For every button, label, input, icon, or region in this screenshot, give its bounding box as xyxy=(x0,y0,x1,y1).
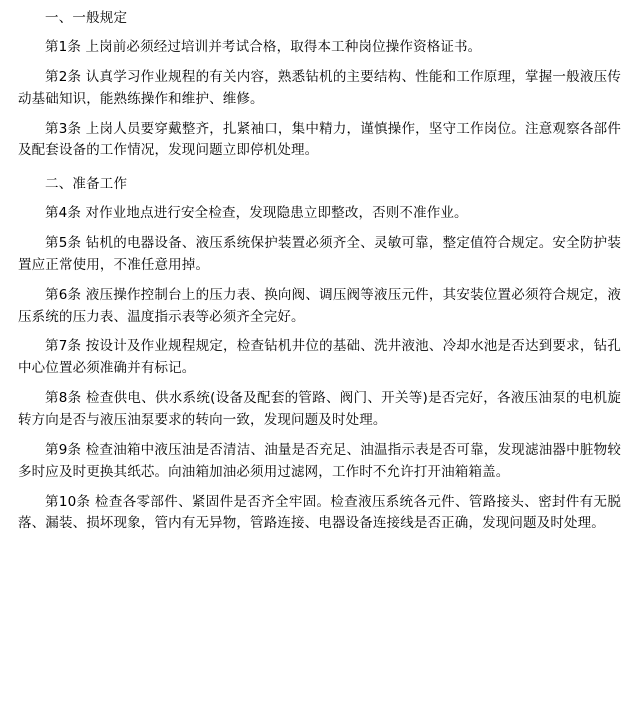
section-heading-general-rules: 一、一般规定 xyxy=(45,10,128,26)
clause-10: 第10条 检查各零部件、紧固件是否齐全牢固。检查液压系统各元件、管路接头、密封件有无脱落、漏装、损坏现象，管内有无异物，管路连接、电器设备连接线是否正确，发现问题及时处理。 xyxy=(18,493,621,532)
clause-7: 第7条 按设计及作业规程规定，检查钻机井位的基础、洗井液池、冷却水池是否达到要求，钻孔中心位置必须准确并有标记。 xyxy=(18,338,621,377)
clause-9: 第9条 检查油箱中液压油是否清洁、油量是否充足、油温指示表是否可靠，发现滤油器中脏物较多时应及时更换其纸芯。向油箱加油必须用过滤网，工作时不允许打开油箱箱盖。 xyxy=(18,441,621,480)
clause-5: 第5条 钻机的电器设备、液压系统保护装置必须齐全、灵敏可靠，整定值符合规定。安全防护装置应正常使用，不准任意用掉。 xyxy=(18,235,621,273)
clause-4: 第4条 对作业地点进行安全检查，发现隐患立即整改，否则不准作业。 xyxy=(45,205,468,222)
clause-8: 第8条 检查供电、供水系统(设备及配套的管路、阀门、开关等)是否完好，各液压油泵的电机旋转方向是否与液压油泵要求的转向一致，发现问题及时处理。 xyxy=(18,390,621,429)
clause-6: 第6条 液压操作控制台上的压力表、换向阀、调压阀等液压元件，其安装位置必须符合规定，液压系统的压力表、温度指示表等必须齐全完好。 xyxy=(18,286,621,325)
clause-1: 第1条 上岗前必须经过培训并考试合格，取得本工种岗位操作资格证书。 xyxy=(45,38,482,55)
clause-2: 第2条 认真学习作业规程的有关内容，熟悉钻机的主要结构、性能和工作原理，掌握一般液压传动基础知识，能熟练操作和维护、维修。 xyxy=(18,68,621,107)
spacer xyxy=(18,166,621,174)
section-heading-preparation: 二、准备工作 xyxy=(45,176,128,193)
clause-3: 第3条 上岗人员要穿戴整齐，扎紧袖口，集中精力，谨慎操作，坚守工作岗位。注意观察各部件及配套设备的工作情况，发现问题立即停机处理。 xyxy=(18,120,621,159)
